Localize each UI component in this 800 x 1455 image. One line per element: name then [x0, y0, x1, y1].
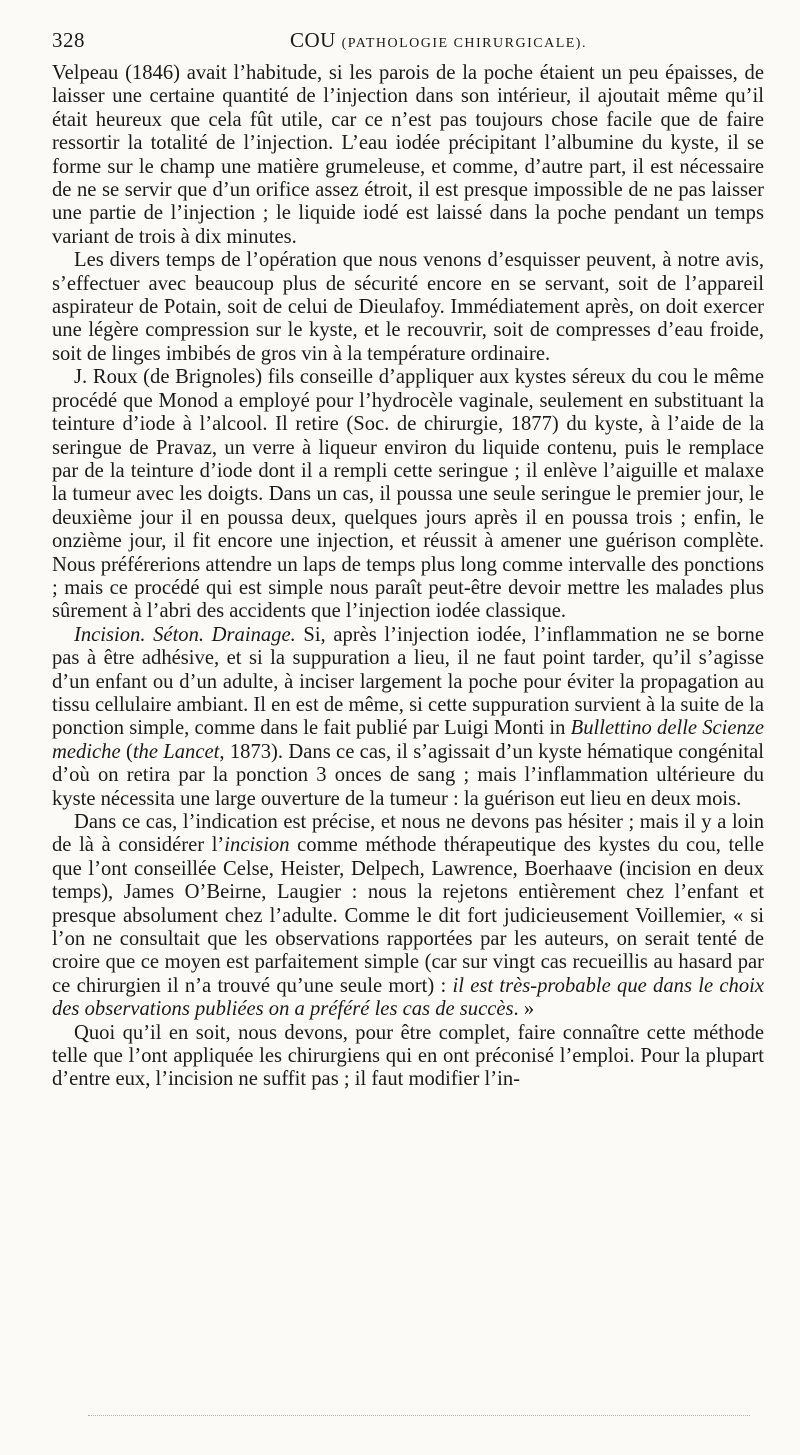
paragraph-indication	[52, 811, 764, 1022]
paragraph-roux	[52, 366, 764, 623]
paragraph-text: J. Roux (de Brignoles) fils conseille d’appliquer aux kystes séreux du cou le même procédé que Monod a employé pour l’hydrocèle vaginale, seulement en substituant la teinture d’iode à l’alcool. Il retire (Soc. de chirurgie, 1877) du kyste, à l’aide de la seringue de Pravaz, un verre à liqueur environ du liquide contenu, puis le remplace par de la teinture d’iode dont il a rempli cette seringue ; il enlève l’aiguille et malaxe la tumeur avec les doigts. Dans un cas, il poussa une seule seringue le premier jour, le deuxième jour il en poussa deux, quelques jours après il en poussa trois ; enfin, le onzième jour, il fit encore une injection, et réussit à amener une guérison complète. Nous préférerions attendre un laps de temps plus long comme intervalle des ponctions ; mais ce procédé qui est simple nous paraît peut-être devoir mettre les malades plus sûrement à l’abri des accidents que l’injection iodée classique.	[52, 366, 764, 623]
paragraph-operation-steps	[52, 249, 764, 366]
page-bottom-marks	[88, 1415, 750, 1418]
running-head-sub: (PATHOLOGIE CHIRURGICALE).	[341, 36, 587, 51]
quote-italic: il est très-probable que dans le choix des observations publiées on a préféré les cas de succès	[52, 974, 764, 1021]
paragraph-text: (	[120, 740, 133, 763]
paragraph-velpeau	[52, 62, 764, 249]
paragraph-text: Si, après l’injection iodée, l’inflammation ne se borne pas à être adhésive, et si la suppuration a lieu, il ne faut point tarder, qu’il s’agisse d’un enfant ou d’un adulte, à inciser largement la poche pour éviter la propagation au tissu cellulaire ambiant. Il en est de même, si cette suppuration survient à la suite de la ponction simple, comme dans le fait publié par Luigi Monti in	[52, 623, 764, 740]
body-text	[52, 62, 764, 1092]
paragraph-text: comme méthode thérapeutique des kystes du cou, telle que l’ont conseillée Celse, Heister, Delpech, Lawrence, Boerhaave (incision en deux temps), James O’Beirne, Laugier : nous la rejetons entièrement chez l’enfant et presque absolument chez l’adulte. Comme le dit fort judicieusement Voillemier, « si l’on ne consultait que les observations rapportées par les auteurs, on serait tenté de croire que ce moyen est parfaitement simple (car sur vingt cas recueillis au hasard par ce chirurgien il n’a trouvé qu’une seule mort) :	[52, 834, 764, 997]
running-head-main: COU	[290, 28, 336, 52]
paragraph-text: Velpeau (1846) avait l’habitude, si les parois de la poche étaient un peu épaisses, de laisser une certaine quantité de l’injection dans son intérieur, il ajoutait même qu’il était heureux que cela fût utile, car ce n’est pas toujours chose facile que de faire ressortir la totalité de l’injection. L’eau iodée précipitant l’albumine du kyste, il se forme sur le champ une matière grumeleuse, et comme, d’autre part, il est nécessaire de ne se servir que d’un orifice assez étroit, il est presque impossible de ne pas laisser une partie de l’injection ; le liquide iodé est laissé dans la poche pendant un temps variant de trois à dix minutes.	[52, 62, 764, 248]
paragraph-quoi-quil-en-soit	[52, 1022, 764, 1092]
running-head	[52, 28, 764, 62]
paragraph-text: Quoi qu’il en soit, nous devons, pour être complet, faire connaître cette méthode telle que l’ont appliquée les chirurgiens qui en ont préconisé l’emploi. Pour la plupart d’entre eux, l’incision ne suffit pas ; il faut modifier l’in-	[52, 1021, 764, 1091]
paragraph-text: , 1873). Dans ce cas, il s’agissait d’un kyste hématique congénital d’où on retira par la ponction 3 onces de sang ; mais l’inflammation ultérieure du kyste nécessita une large ouverture de la tumeur : la guérison eut lieu en deux mois.	[52, 740, 765, 810]
paragraph-text: Les divers temps de l’opération que nous venons d’esquisser peuvent, à notre avis, s’effectuer avec beaucoup plus de sécurité encore en se servant, soit de l’appareil aspirateur de Potain, soit de celui de Dieulafoy. Immédiatement après, on doit exercer une légère compression sur le kyste, et le recouvrir, soit de compresses d’eau froide, soit de linges imbibés de gros vin à la température ordinaire.	[52, 249, 764, 365]
running-head-title	[202, 28, 764, 53]
section-heading-italic: Incision. Séton. Drainage.	[74, 623, 296, 646]
paragraph-incision-drainage	[52, 624, 764, 811]
journal-title-italic: Bullettino delle Scienze mediche	[52, 717, 764, 763]
page-number: 328	[52, 28, 85, 52]
paragraph-text: Dans ce cas, l’indication est précise, et nous ne devons pas hésiter ; mais il y a loin de là à considérer l’	[52, 811, 764, 857]
journal-title-italic: the Lancet	[132, 740, 220, 763]
paragraph-text: . »	[513, 998, 535, 1021]
emphasis-italic: incision	[224, 834, 290, 857]
